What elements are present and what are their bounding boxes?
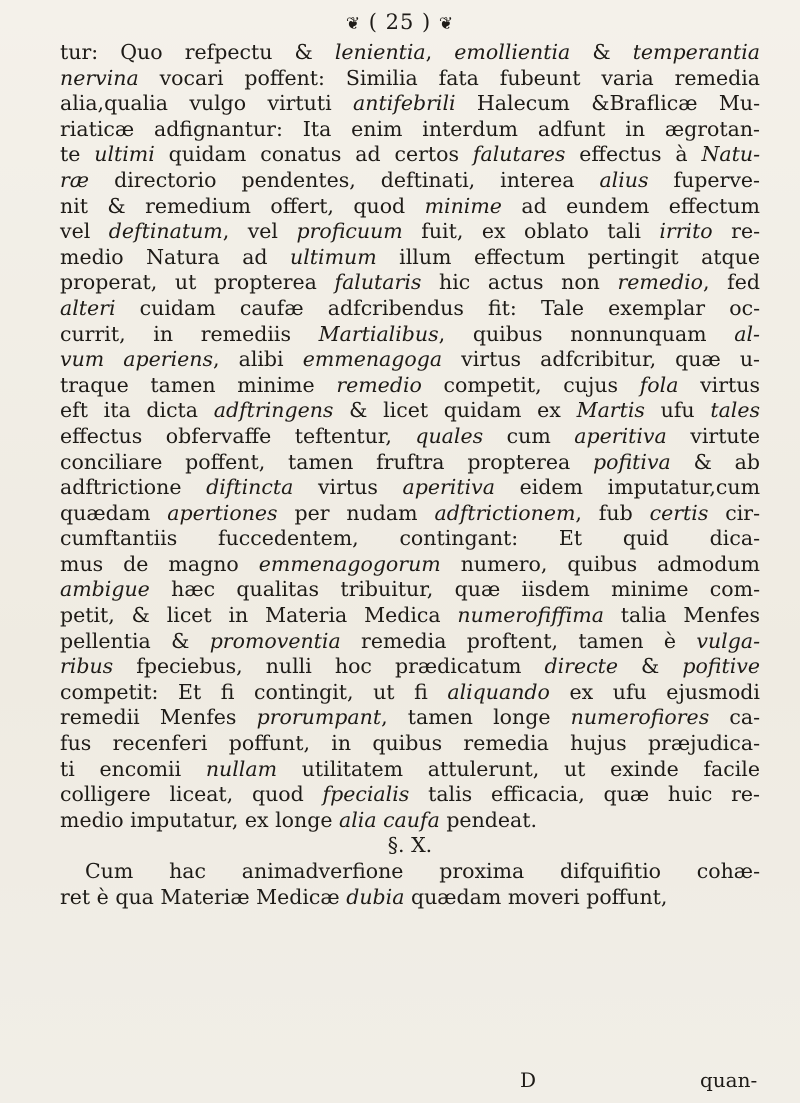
catchword: quan- — [700, 1068, 758, 1092]
text-line — [60, 245, 760, 271]
text-line — [60, 501, 760, 527]
text-run: competit: Et fi contingit, ut fi — [60, 679, 448, 704]
text-line — [60, 66, 760, 92]
text-run: riaticæ adfignantur: Ita enim interdum adfunt in ægrotan- — [60, 116, 760, 141]
italic-term: promoventia — [209, 628, 341, 653]
italic-term: prorumpant — [256, 705, 382, 730]
text-run: mus de magno — [60, 551, 259, 576]
text-run: fuperve- — [648, 167, 760, 192]
italic-term: ultimi — [94, 142, 155, 167]
italic-term: dubia — [346, 884, 405, 909]
text-run: alia,qualia vulgo virtuti — [60, 91, 354, 116]
italic-term: ribus — [60, 654, 114, 679]
italic-term: lenientia — [334, 40, 426, 64]
text-line — [60, 450, 760, 476]
page-header — [0, 10, 800, 34]
text-run: pendeat. — [439, 807, 538, 832]
italic-term: adftrictionem — [434, 500, 576, 525]
italic-term: aliquando — [447, 679, 550, 704]
text-run: & ab — [670, 449, 760, 474]
text-run: illum effectum pertingit atque — [376, 244, 761, 269]
text-run: numero, quibus admodum — [440, 551, 760, 576]
text-run: competit, cujus — [421, 372, 640, 397]
text-line — [60, 885, 760, 911]
text-line — [60, 142, 760, 168]
text-run: cir- — [708, 500, 761, 525]
text-run: medio Natura ad — [60, 244, 291, 269]
text-run: ex ufu ejusmodi — [549, 679, 760, 704]
text-line — [60, 40, 760, 66]
text-line — [60, 680, 760, 706]
italic-term: falutares — [472, 142, 566, 167]
italic-term: Martis — [576, 398, 645, 423]
text-run: cum — [483, 423, 575, 448]
text-run: medio imputatur, ex longe — [60, 807, 339, 832]
text-line — [60, 757, 760, 783]
text-line — [60, 654, 760, 680]
text-run: adftrictione — [60, 475, 207, 500]
italic-term: diftincta — [206, 475, 294, 500]
italic-term: vulga- — [696, 628, 761, 653]
text-run: , vel — [222, 219, 297, 244]
text-run: fuit, ex oblato tali — [402, 219, 660, 244]
text-run: talis efficacia, quæ huic re- — [409, 782, 760, 807]
italic-term: adftringens — [213, 398, 334, 423]
text-line — [60, 373, 760, 399]
text-run: remedia proftent, tamen è — [340, 628, 697, 653]
text-run: hic actus non — [421, 270, 618, 295]
text-line — [60, 526, 760, 552]
italic-term: apertiones — [167, 500, 278, 525]
text-run: , fed — [703, 270, 761, 295]
text-run: pellentia & — [60, 628, 210, 653]
italic-term: temperantia — [632, 40, 760, 64]
text-run: currit, in remediis — [60, 321, 319, 346]
italic-term: Natu- — [701, 142, 760, 167]
text-line — [60, 398, 760, 424]
text-run: re- — [712, 219, 760, 244]
text-line — [60, 552, 760, 578]
italic-term: ambigue — [60, 577, 150, 602]
text-run: ad eundem effectum — [501, 193, 760, 218]
text-run: quidam conatus ad certos — [154, 142, 473, 167]
ornament-left-icon: ❦ — [345, 13, 362, 34]
text-run: directorio pendentes, deftinati, interea — [89, 167, 600, 192]
italic-term: quales — [415, 423, 484, 448]
italic-term: emmenagoga — [302, 347, 443, 372]
page-number: ( 25 ) — [368, 10, 432, 34]
text-run: traque tamen minime — [60, 372, 337, 397]
italic-term: emmenagogorum — [258, 551, 441, 576]
italic-term: irrito — [659, 219, 713, 244]
italic-term: al- — [734, 321, 760, 346]
text-run: virtus — [293, 475, 403, 500]
text-line — [60, 833, 760, 859]
text-run: ca- — [709, 705, 760, 730]
italic-term: minime — [424, 193, 502, 218]
italic-term: alia caufa — [339, 807, 440, 832]
text-line — [60, 270, 760, 296]
italic-term: numerofiores — [570, 705, 710, 730]
italic-term: aperitiva — [402, 475, 495, 500]
text-run: quædam moveri poffunt, — [404, 884, 668, 909]
text-line — [60, 219, 760, 245]
italic-term: ræ — [60, 167, 90, 192]
italic-term: antifebrili — [353, 91, 456, 116]
text-run: talia Menfes — [603, 603, 760, 628]
text-line — [60, 296, 760, 322]
text-run: fus recenferi poffunt, in quibus remedia hujus præjudica- — [60, 731, 760, 756]
italic-term: deftinatum — [108, 219, 223, 244]
text-run: effectus à — [565, 142, 702, 167]
text-run: , fub — [575, 500, 650, 525]
italic-term: alteri — [60, 295, 116, 320]
italic-term: remedio — [617, 270, 704, 295]
text-run: eft ita dicta — [60, 398, 214, 423]
text-line — [60, 91, 760, 117]
text-run: & — [617, 654, 683, 679]
text-run: conciliare poffent, tamen fruftra propterea — [60, 449, 594, 474]
text-line — [60, 731, 760, 757]
text-line — [60, 859, 760, 885]
text-run: & licet quidam ex — [333, 398, 577, 423]
text-run: virtus adfcribitur, quæ u- — [442, 347, 760, 372]
text-run: ti encomii — [60, 756, 206, 781]
text-run: & — [570, 40, 633, 64]
italic-term: directe — [544, 654, 618, 679]
italic-term: pofitive — [682, 654, 760, 679]
signature-mark: D — [520, 1068, 537, 1092]
text-run: Halecum &Braflicæ Mu- — [455, 91, 760, 116]
text-run: nit & remedium offert, quod — [60, 193, 425, 218]
italic-term: tales — [710, 398, 760, 423]
text-run: petit, & licet in Materia Medica — [60, 603, 458, 628]
text-line — [60, 808, 760, 834]
text-line — [60, 168, 760, 194]
text-run: Cum hac animadverfione proxima difquifitio cohæ- — [85, 859, 760, 883]
text-line — [60, 117, 760, 143]
text-run: te — [60, 142, 95, 167]
text-run: utilitatem attulerunt, ut exinde facile — [277, 756, 760, 781]
text-line — [60, 347, 760, 373]
text-run: fpeciebus, nulli hoc prædicatum — [113, 654, 545, 679]
italic-term: pofitiva — [593, 449, 671, 474]
text-run: properat, ut propterea — [60, 270, 335, 295]
italic-term: Martialibus — [318, 321, 439, 346]
italic-term: falutaris — [334, 270, 422, 295]
italic-term: aperitiva — [574, 423, 667, 448]
text-line — [60, 782, 760, 808]
text-run: cuidam caufæ adfcribendus fit: Tale exemplar oc- — [115, 295, 760, 320]
text-run: effectus obfervaffe teftentur, — [60, 423, 416, 448]
text-line — [60, 322, 760, 348]
text-line — [60, 475, 760, 501]
italic-term: alius — [599, 167, 649, 192]
text-line — [60, 603, 760, 629]
italic-term: emollientia — [454, 40, 571, 64]
text-line — [60, 424, 760, 450]
italic-term: proficuum — [296, 219, 403, 244]
text-run: hæc qualitas tribuitur, quæ iisdem minime com- — [149, 577, 760, 602]
text-run: per nudam — [277, 500, 435, 525]
text-run: quædam — [60, 500, 168, 525]
italic-term: nullam — [205, 756, 278, 781]
italic-term: nervina — [60, 65, 139, 90]
text-run: , alibi — [213, 347, 303, 372]
text-line — [60, 629, 760, 655]
text-run: , — [425, 40, 455, 64]
text-run: virtute — [666, 423, 761, 448]
body-text — [60, 40, 760, 910]
text-line — [60, 577, 760, 603]
text-run: §. X. — [387, 833, 433, 858]
text-run: cumftantiis fuccedentem, contingant: Et quid dica- — [60, 526, 760, 551]
text-run: ret è qua Materiæ Medicæ — [60, 884, 347, 909]
italic-term: certis — [649, 500, 709, 525]
text-run: vel — [60, 219, 109, 244]
text-run: colligere liceat, quod — [60, 782, 323, 807]
text-run: tur: Quo refpectu & — [60, 40, 335, 64]
text-run: vocari poffent: Similia fata fubeunt varia remedia — [138, 65, 760, 90]
italic-term: numerofiffima — [457, 603, 604, 628]
text-run: virtus — [678, 372, 760, 397]
ornament-right-icon: ❦ — [438, 13, 455, 34]
text-run: , tamen longe — [381, 705, 571, 730]
text-run: ufu — [644, 398, 711, 423]
text-run: eidem imputatur,cum — [494, 475, 761, 500]
text-run: , quibus nonnunquam — [438, 321, 735, 346]
italic-term: ultimum — [290, 244, 377, 269]
italic-term: vum aperiens — [60, 347, 213, 372]
text-run: remedii Menfes — [60, 705, 257, 730]
italic-term: fpecialis — [322, 782, 410, 807]
text-line — [60, 194, 760, 220]
italic-term: fola — [639, 372, 679, 397]
text-line — [60, 705, 760, 731]
italic-term: remedio — [336, 372, 422, 397]
